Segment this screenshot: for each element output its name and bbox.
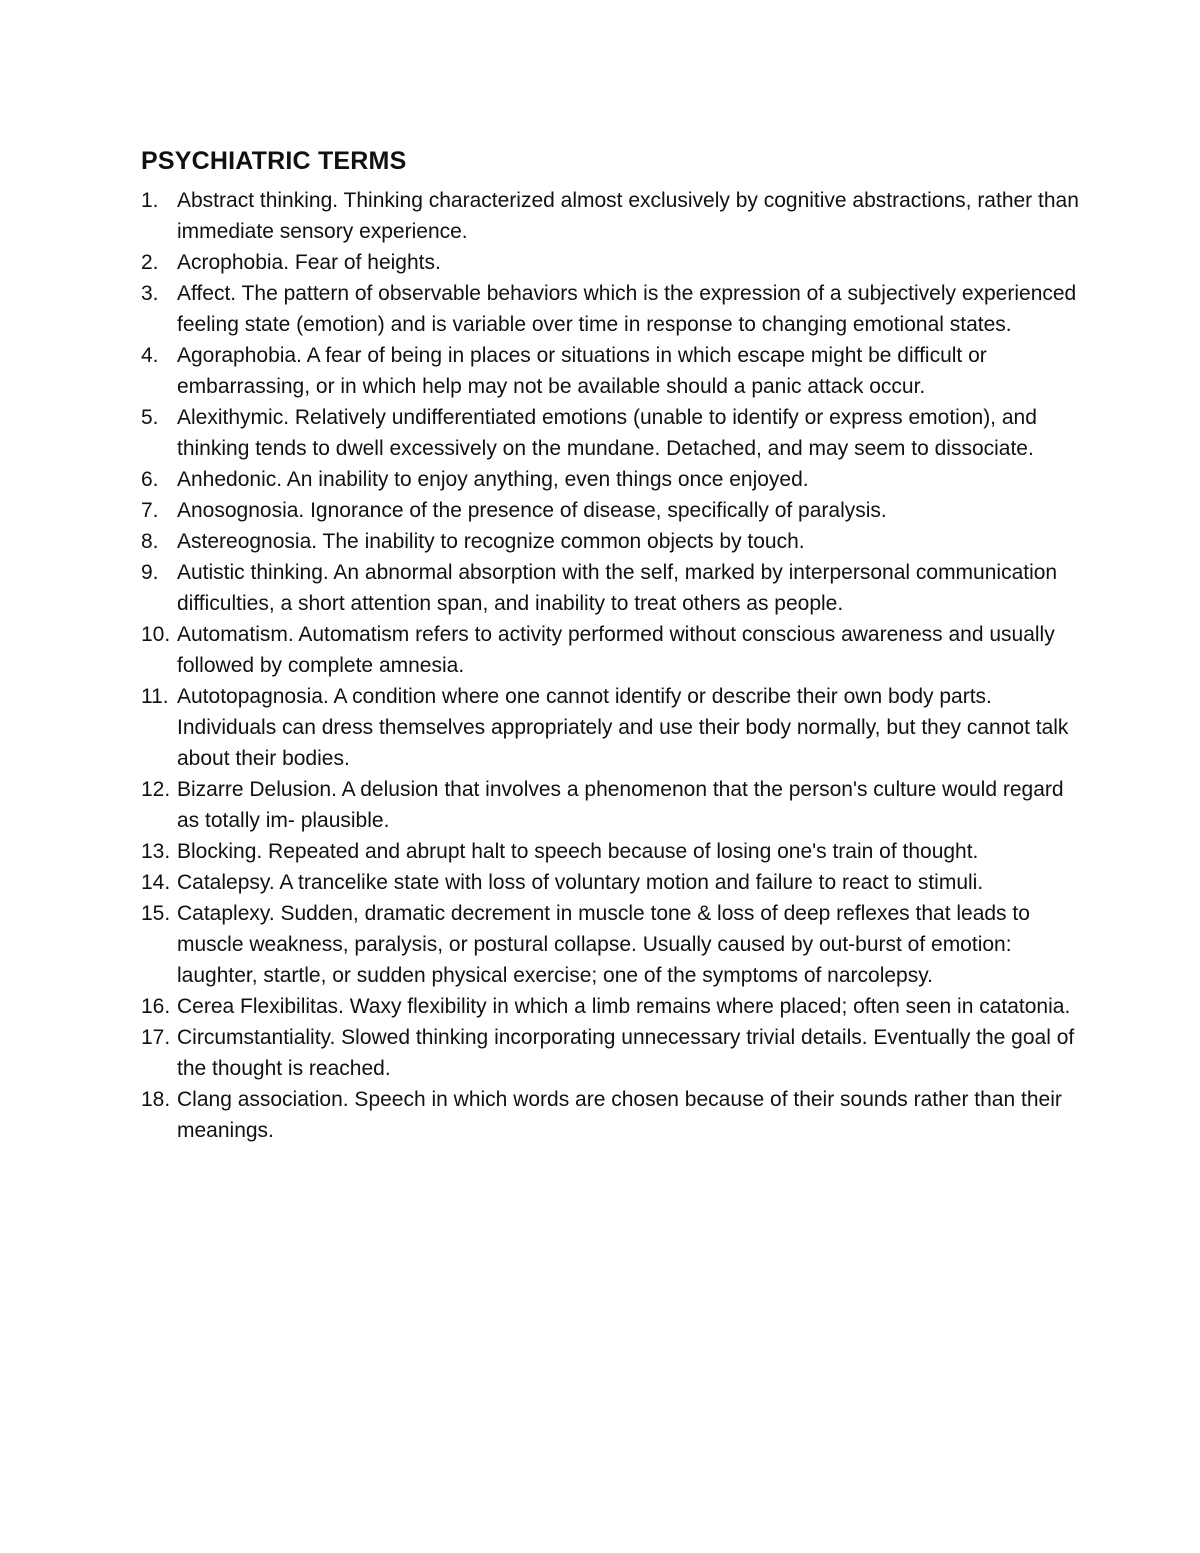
item-number: 1. (141, 189, 159, 212)
item-text: Autistic thinking. An abnormal absorption with the self, marked by interpersonal communication difficulties, a short attention span, and inability to treat others as people. (177, 561, 1058, 615)
item-number: 10. (141, 623, 171, 646)
list-item (141, 1022, 1081, 1084)
item-text: Astereognosia. The inability to recognize common objects by touch. (177, 530, 805, 553)
item-number: 5. (141, 406, 159, 429)
item-number: 17. (141, 1026, 171, 1049)
list-item (141, 836, 1081, 867)
item-text: Affect. The pattern of observable behaviors which is the expression of a subjectively experienced feeling state (emotion) and is variable over time in response to changing emotional states. (177, 282, 1077, 336)
item-text: Clang association. Speech in which words are chosen because of their sounds rather than their meanings. (177, 1088, 1062, 1142)
item-number: 6. (141, 468, 159, 491)
item-number: 9. (141, 561, 159, 584)
list-item (141, 1084, 1081, 1146)
term-list (141, 185, 1081, 1146)
item-text: Acrophobia. Fear of heights. (177, 251, 441, 274)
item-number: 11. (141, 685, 169, 708)
item-text: Abstract thinking. Thinking characterized almost exclusively by cognitive abstractions, rather than immediate sensory experience. (177, 189, 1079, 243)
list-item (141, 495, 1081, 526)
item-number: 14. (141, 871, 171, 894)
list-item (141, 464, 1081, 495)
item-text: Bizarre Delusion. A delusion that involves a phenomenon that the person's culture would regard as totally im- plausible. (177, 778, 1064, 832)
page-title: PSYCHIATRIC TERMS (141, 147, 407, 175)
list-item (141, 557, 1081, 619)
item-number: 2. (141, 251, 159, 274)
item-text: Autotopagnosia. A condition where one cannot identify or describe their own body parts. Individuals can dress themselves appropriately and use their body normally, but they cannot talk about their bodies. (177, 685, 1069, 770)
list-item (141, 619, 1081, 681)
item-text: Cerea Flexibilitas. Waxy flexibility in which a limb remains where placed; often seen in catatonia. (177, 995, 1071, 1018)
item-text: Cataplexy. Sudden, dramatic decrement in muscle tone & loss of deep reflexes that leads to muscle weakness, paralysis, or postural collapse. Usually caused by out-burst of emotion: laughter, startle, or sudden physical exercise; one of the symptoms of narcolepsy. (177, 902, 1030, 987)
list-item (141, 402, 1081, 464)
item-number: 3. (141, 282, 159, 305)
list-item (141, 278, 1081, 340)
list-item (141, 774, 1081, 836)
item-text: Alexithymic. Relatively undifferentiated emotions (unable to identify or express emotion), and thinking tends to dwell excessively on the mundane. Detached, and may seem to dissociate. (177, 406, 1037, 460)
item-text: Agoraphobia. A fear of being in places or situations in which escape might be difficult or embarrassing, or in which help may not be available should a panic attack occur. (177, 344, 987, 398)
list-item (141, 185, 1081, 247)
item-number: 7. (141, 499, 159, 522)
item-text: Automatism. Automatism refers to activity performed without conscious awareness and usually followed by complete amnesia. (177, 623, 1055, 677)
item-text: Catalepsy. A trancelike state with loss of voluntary motion and failure to react to stimuli. (177, 871, 984, 894)
item-text: Circumstantiality. Slowed thinking incorporating unnecessary trivial details. Eventually the goal of the thought is reached. (177, 1026, 1075, 1080)
item-number: 15. (141, 902, 171, 925)
list-item (141, 340, 1081, 402)
item-number: 18. (141, 1088, 171, 1111)
list-item (141, 247, 1081, 278)
item-number: 13. (141, 840, 171, 863)
list-item (141, 526, 1081, 557)
item-number: 4. (141, 344, 159, 367)
list-item (141, 991, 1081, 1022)
item-text: Blocking. Repeated and abrupt halt to speech because of losing one's train of thought. (177, 840, 979, 863)
item-number: 8. (141, 530, 159, 553)
list-item (141, 898, 1081, 991)
list-item (141, 867, 1081, 898)
list-item (141, 681, 1081, 774)
item-text: Anhedonic. An inability to enjoy anything, even things once enjoyed. (177, 468, 809, 491)
item-number: 12. (141, 778, 171, 801)
item-number: 16. (141, 995, 171, 1018)
item-text: Anosognosia. Ignorance of the presence of disease, specifically of paralysis. (177, 499, 887, 522)
